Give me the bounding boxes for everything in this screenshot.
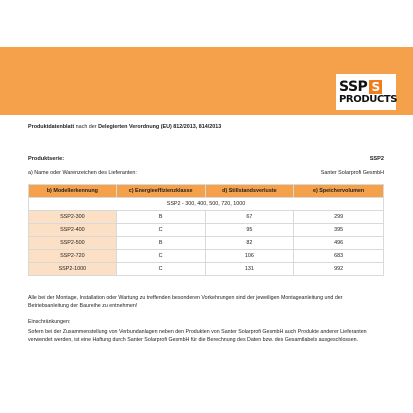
cell-standby-loss: 95 (205, 224, 294, 237)
cell-storage-volume: 683 (294, 250, 384, 263)
header-standby-loss: d) Stillstandsverluste (205, 185, 294, 198)
limitations-text: Sofern bei der Zusammenstellung von Verbundanlagen neben den Produkten von Santer Solarprofi GesmbH auch Produkte anderer Lieferanten verwendet werden, ist eine Haftung durch Santer Solarprofi GesmbH für die Berechnung des Daten bzw. des Gesamtlabels ausgeschlossen. (28, 329, 367, 343)
installation-footnote: Alle bei der Montage, Installation oder Wartung zu treffenden besonderen Vorkehrungen sind der jeweiligen Montageanleitung und der Betriebsanleitung der Baureihe zu entnehmen! (28, 295, 343, 309)
table-row (29, 250, 384, 263)
series-label: Produktserie: (28, 156, 65, 162)
document-title (28, 124, 221, 130)
supplier-value: Santer Solarprofi GesmbH (320, 170, 384, 176)
cell-model: SSP2-1000 (29, 263, 117, 276)
table-row (29, 224, 384, 237)
logo-subtitle: PRODUCTS (339, 93, 398, 105)
header-efficiency-class: c) Energieeffizienzklasse (116, 185, 205, 198)
product-series-row (28, 156, 384, 162)
cell-storage-volume: 496 (294, 237, 384, 250)
cell-storage-volume: 992 (294, 263, 384, 276)
cell-model: SSP2-400 (29, 224, 117, 237)
logo-word: SSP (339, 78, 368, 95)
supplier-label: a) Name oder Warenzeichen des Lieferanten: (28, 170, 137, 176)
title-mid: nach der (74, 124, 99, 130)
cell-storage-volume: 299 (294, 211, 384, 224)
cell-efficiency-class: B (116, 237, 205, 250)
product-data-table (28, 184, 384, 276)
table-row (29, 263, 384, 276)
header-model: b) Modellerkennung (29, 185, 117, 198)
table-row (29, 211, 384, 224)
cell-model: SSP2-500 (29, 237, 117, 250)
cell-standby-loss: 67 (205, 211, 294, 224)
company-logo (336, 74, 396, 110)
cell-standby-loss: 106 (205, 250, 294, 263)
table-row (29, 237, 384, 250)
variants-cell: SSP2 - 300, 400, 500, 720, 1000 (29, 198, 384, 211)
title-bold-2: Delegierten Verordnung (EU) 812/2013, 814/2013 (98, 124, 222, 130)
cell-efficiency-class: C (116, 250, 205, 263)
cell-standby-loss: 82 (205, 237, 294, 250)
table-header-row (29, 185, 384, 198)
cell-model: SSP2-300 (29, 211, 117, 224)
limitations-heading: Einschränkungen: (28, 319, 71, 325)
cell-efficiency-class: B (116, 211, 205, 224)
supplier-row (28, 170, 384, 176)
cell-standby-loss: 131 (205, 263, 294, 276)
series-value: SSP2 (369, 156, 384, 162)
header-storage-volume: e) Speichervolumen (294, 185, 384, 198)
variants-row (29, 198, 384, 211)
cell-efficiency-class: C (116, 263, 205, 276)
logo-s-mark: S (369, 80, 382, 94)
cell-efficiency-class: C (116, 224, 205, 237)
cell-model: SSP2-720 (29, 250, 117, 263)
title-bold-1: Produktdatenblatt (28, 124, 75, 130)
cell-storage-volume: 395 (294, 224, 384, 237)
